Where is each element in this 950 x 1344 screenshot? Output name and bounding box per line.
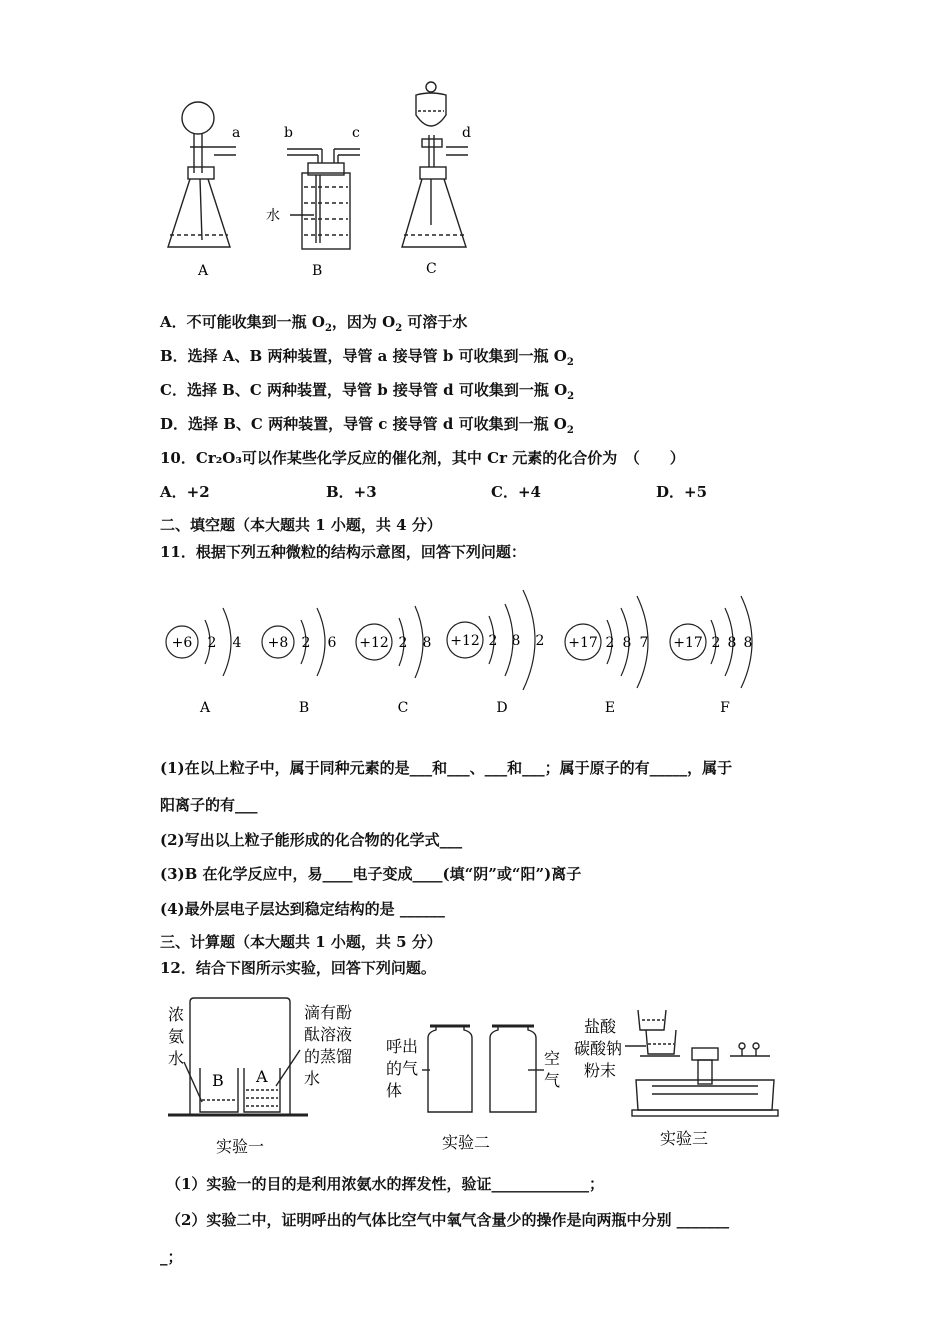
exp1-left-label-1: 浓 [168,1005,185,1024]
particle-d-label: D [496,700,508,716]
particle-e-label: E [604,700,616,716]
q9-option-d: D．选择 B、C 两种装置，导管 c 接导管 d 可收集到一瓶 $O_2$ [160,415,574,436]
exp3-label-na2co3: 碳酸钠 [574,1039,623,1058]
particle-b-nucleus: +8 [267,635,289,651]
q11-sub-3: (3)B 在化学反应中，易____电子变成____(填“阴”或“阳”)离子 [160,865,582,883]
tube-label-d: d [462,125,471,141]
particle-f-shell-3: 8 [743,635,753,651]
section-3-heading: 三、计算题（本大题共 1 小题，共 5 分） [160,933,442,951]
apparatus-label-b: B [312,263,323,279]
apparatus-label-c: C [426,261,437,277]
apparatus-label-a: A [198,263,209,279]
q12-stem: 12．结合下图所示实验，回答下列问题。 [160,959,436,977]
exp1-right-label-4: 水 [304,1069,321,1088]
experiments-figure [160,990,790,1160]
bottle-b-drawing [287,149,360,249]
particle-c-shell-2: 8 [422,635,432,651]
exp1-right-label-2: 酞溶液 [304,1025,353,1044]
particle-e-shell-3: 7 [639,635,649,651]
exp2-caption: 实验二 [442,1133,491,1152]
particle-f-shell-1: 2 [711,635,721,651]
q10-option-b: B．+3 [326,483,377,501]
flask-a-drawing [168,102,236,247]
q12-sub-1: （1）实验一的目的是利用浓氨水的挥发性，验证_____________； [166,1175,604,1193]
particle-a-shell-2: 4 [232,635,242,651]
particle-a-nucleus: +6 [171,635,193,651]
exp3-label-hcl: 盐酸 [584,1017,617,1036]
particle-f-shell-2: 8 [727,635,737,651]
exp1-left-label-3: 水 [168,1049,185,1068]
particle-f-nucleus: +17 [673,635,703,651]
exp3-caption: 实验三 [660,1129,709,1148]
flask-c-drawing [402,82,468,247]
exp1-left-label-2: 氨 [168,1027,185,1046]
exp1-right-label-1: 滴有酚 [304,1003,353,1022]
q10-option-a: A．+2 [160,483,210,501]
particle-f-label: F [720,700,730,716]
particle-c-nucleus: +12 [359,635,389,651]
exp1-beaker-a: A [256,1067,268,1086]
exp2-left-label-2: 的气 [386,1059,419,1078]
q11-sub-1-continued: 阳离子的有___ [160,796,258,814]
particle-b-shell-2: 6 [327,635,337,651]
gas-apparatus-figure [150,75,490,290]
q11-sub-4: (4)最外层电子层达到稳定结构的是 ______ [160,900,445,918]
q9-option-b: B．选择 A、B 两种装置，导管 a 接导管 b 可收集到一瓶 $O_2$ [160,347,574,368]
particle-b-label: B [298,700,310,716]
exp2-left-label-1: 呼出 [386,1037,419,1056]
q9-option-c: C．选择 B、C 两种装置，导管 b 接导管 d 可收集到一瓶 $O_2$ [160,381,575,402]
particle-d-shell-1: 2 [488,633,498,649]
q10-option-d: D．+5 [656,483,708,501]
tube-label-a: a [232,125,241,141]
section-2-heading: 二、填空题（本大题共 1 小题，共 4 分） [160,516,442,534]
particle-b-shell-1: 2 [301,635,311,651]
exp1-beaker-b: B [212,1071,224,1090]
particle-e-shell-1: 2 [605,635,615,651]
particle-c-label: C [397,700,409,716]
particle-d-nucleus: +12 [450,633,480,649]
particle-e-shell-2: 8 [622,635,632,651]
q9-option-a: A．不可能收集到一瓶 $O_2$，因为 $O_2$ 可溶于水 [160,313,468,334]
particle-c-shell-1: 2 [398,635,408,651]
particle-e-nucleus: +17 [568,635,598,651]
particle-d-shell-3: 2 [535,633,545,649]
q11-sub-2: (2)写出以上粒子能形成的化合物的化学式___ [160,831,463,849]
exp2-right-label-1: 空 [544,1049,561,1068]
tube-label-c: c [352,125,360,141]
exp3-label-powder: 粉末 [584,1061,617,1080]
q12-sub-2-continued: _； [160,1248,183,1266]
exp1-caption: 实验一 [216,1137,265,1156]
particle-d-shell-2: 8 [511,633,521,649]
atomic-structure-diagrams [155,580,775,720]
q12-sub-2: （2）实验二中，证明呼出的气体比空气中氧气含量少的操作是向两瓶中分别 _______ [166,1211,730,1229]
particle-a-label: A [199,700,211,716]
q10-stem: 10．Cr₂O₃可以作某些化学反应的催化剂，其中 Cr 元素的化合价为 （ ） [160,449,685,467]
exp1-right-label-3: 的蒸馏 [304,1047,353,1066]
particle-a-shell-1: 2 [207,635,217,651]
water-label: 水 [266,208,280,224]
tube-label-b: b [284,125,293,141]
exp2-right-label-2: 气 [544,1071,561,1090]
q10-option-c: C．+4 [491,483,541,501]
exp2-left-label-3: 体 [386,1081,403,1100]
q11-sub-1: (1)在以上粒子中，属于同种元素的是___和___、___和___；属于原子的有_____，属于 [160,759,733,777]
q11-stem: 11．根据下列五种微粒的结构示意图，回答下列问题： [160,543,526,561]
